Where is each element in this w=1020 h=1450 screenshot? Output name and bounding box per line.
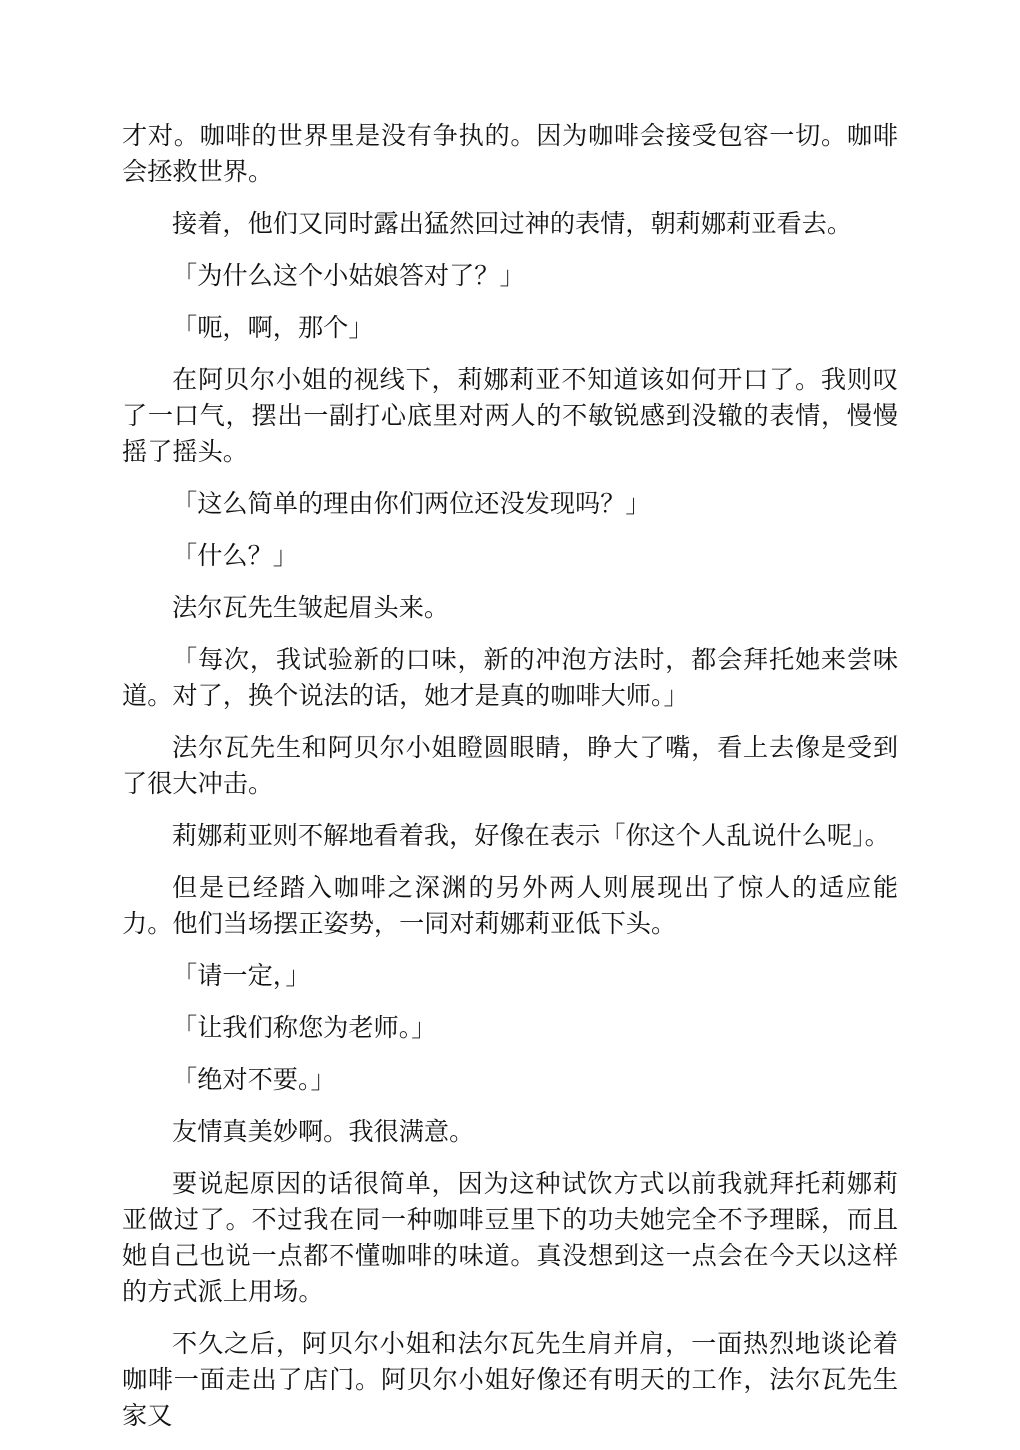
dialogue-line: 「每次，我试验新的口味，新的冲泡方法时，都会拜托她来尝味道。对了，换个说法的话，她才是真的咖啡大师。」	[122, 645, 898, 710]
paragraph: 但是已经踏入咖啡之深渊的另外两人则展现出了惊人的适应能力。他们当场摆正姿势，一同对莉娜莉亚低下头。	[122, 873, 898, 938]
paragraph: 才对。咖啡的世界里是没有争执的。因为咖啡会接受包容一切。咖啡会拯救世界。	[122, 121, 898, 186]
dialogue-line: 「呃，啊，那个」	[172, 313, 374, 342]
paragraph: 法尔瓦先生皱起眉头来。	[172, 593, 450, 622]
dialogue-line: 「为什么这个小姑娘答对了？」	[172, 261, 525, 290]
dialogue-line: 「请一定，」	[172, 961, 311, 990]
paragraph: 在阿贝尔小姐的视线下，莉娜莉亚不知道该如何开口了。我则叹了一口气，摆出一副打心底里对两人的不敏锐感到没辙的表情，慢慢摇了摇头。	[122, 365, 898, 466]
paragraph: 莉娜莉亚则不解地看着我，好像在表示「你这个人乱说什么呢」。	[172, 821, 890, 850]
page-body	[122, 118, 898, 1450]
dialogue-line: 「这么简单的理由你们两位还没发现吗？」	[172, 489, 651, 518]
paragraph: 要说起原因的话很简单，因为这种试饮方式以前我就拜托莉娜莉亚做过了。不过我在同一种咖啡豆里下的功夫她完全不予理睬，而且她自己也说一点都不懂咖啡的味道。真没想到这一点会在今天以这样的方式派上用场。	[122, 1169, 898, 1306]
paragraph: 不久之后，阿贝尔小姐和法尔瓦先生肩并肩，一面热烈地谈论着咖啡一面走出了店门。阿贝尔小姐好像还有明天的工作，法尔瓦先生家又	[122, 1329, 898, 1430]
paragraph: 接着，他们又同时露出猛然回过神的表情，朝莉娜莉亚看去。	[172, 209, 853, 238]
dialogue-line: 「什么？」	[172, 541, 298, 570]
dialogue-line: 「绝对不要。」	[172, 1065, 336, 1094]
paragraph: 友情真美妙啊。我很满意。	[172, 1117, 475, 1146]
paragraph: 法尔瓦先生和阿贝尔小姐瞪圆眼睛，睁大了嘴，看上去像是受到了很大冲击。	[122, 733, 898, 798]
dialogue-line: 「让我们称您为老师。」	[172, 1013, 437, 1042]
